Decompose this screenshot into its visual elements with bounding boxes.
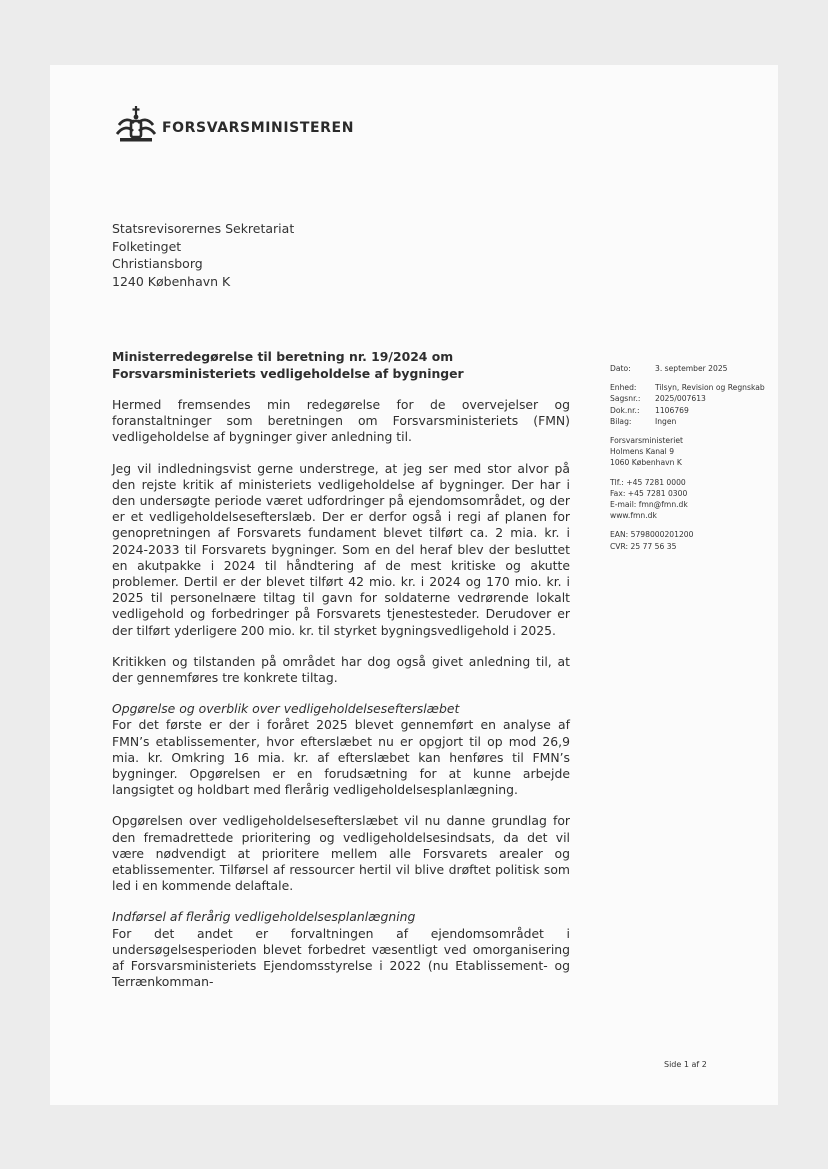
ministry-wordmark: FORSVARSMINISTEREN xyxy=(162,120,355,136)
meta-unit: Enhed: Tilsyn, Revision og Regnskab xyxy=(610,383,765,393)
section-heading: Opgørelse og overblik over vedligeholdelsesefterslæbet xyxy=(112,701,460,717)
meta-case-number: Sagsnr.: 2025/007613 xyxy=(610,394,706,404)
crown-crest-icon xyxy=(114,105,158,143)
recipient-line: 1240 København K xyxy=(112,273,231,289)
recipient-line: Christiansborg xyxy=(112,256,203,271)
sender-ean: EAN: 5798000201200 xyxy=(610,530,694,540)
section-heading: Indførsel af flerårig vedligeholdelsesplanlægning xyxy=(112,909,416,925)
paragraph: Jeg vil indledningsvist gerne understrege, at jeg ser med stor alvor på den rejste kritik af ministeriets vedligeholdelse af bygninger. Der har i den undersøgte periode været udfordringer på ejendomsområdet, og der er et vedligeholdelsesefterslæb. Der er derfor også i regi af planen for genopretningen af Forsvarets fundament blevet tilført ca. 2 mia. kr. i 2024-2033 til Forsvarets bygninger. Som en del heraf blev der besluttet en akutpakke i 2024 til håndtering af de mest kritiske og akutte problemer. Dertil er der blevet tilført 42 mio. kr. i 2024 og 170 mio. kr. i 2025 til personelnære tiltag til gavn for soldaterne vedrørende lokalt vedligehold og forbedringer på Forsvarets tjenestesteder. Derudover er der tilført yderligere 200 mio. kr. til styrket bygningsvedligehold i 2025. xyxy=(112,460,570,638)
sender-email: E-mail: fmn@fmn.dk xyxy=(610,500,688,510)
meta-doc-number: Dok.nr.: 1106769 xyxy=(610,405,689,415)
paragraph: For det andet er forvaltningen af ejendomsområdet i undersøgelsesperioden blevet forbedret væsentligt ved omorganisering af Forsvarsministeriets Ejendomsstyrelse i 2022 (nu Etablissement- og Terrænkomman- xyxy=(112,925,570,990)
recipient-line: Statsrevisorernes Sekretariat xyxy=(112,221,295,236)
letter-body xyxy=(112,349,570,991)
paragraph: For det første er der i foråret 2025 blevet gennemført en analyse af FMN’s etablissementer, hvor efterslæbet nu er opgjort til op mod 26,9 mia. kr. Omkring 16 mia. kr. af efterslæbet kan henføres til FMN’s bygninger. Opgørelsen er en forudsætning for at kunne arbejde langsigtet og holdbart med flerårig vedligeholdelsesplanlægning. xyxy=(112,717,570,798)
sender-fax: Fax: +45 7281 0300 xyxy=(610,488,688,498)
recipient-line: Folketinget xyxy=(112,238,182,254)
paragraph: Kritikken og tilstanden på området har dog også givet anledning til, at der gennemføres tre konkrete tiltag. xyxy=(112,653,570,686)
sender-name: Forsvarsministeriet xyxy=(610,436,683,446)
sender-street: Holmens Kanal 9 xyxy=(610,447,675,457)
paragraph: Hermed fremsendes min redegørelse for de overvejelser og foranstaltninger som beretningen om Forsvarsministeriets (FMN) vedligeholdelse af bygninger giver anledning til. xyxy=(112,397,570,445)
paragraph: Opgørelsen over vedligeholdelsesefterslæbet vil nu danne grundlag for den fremadrettede prioritering og vedligeholdelsesindsats, da det vil være nødvendigt at prioritere mellem alle Forsvarets arealer og etablissementer. Tilførsel af ressourcer hertil vil blive drøftet politisk som led i en kommende delaftale. xyxy=(112,813,570,894)
metadata-column xyxy=(610,363,770,552)
meta-date: Dato: 3. september 2025 xyxy=(610,364,728,373)
letter-title: Ministerredegørelse til beretning nr. 19/2024 om Forsvarsministeriets vedligeholdelse af bygninger xyxy=(112,349,464,381)
sender-phone: Tlf.: +45 7281 0000 xyxy=(610,477,686,487)
sender-city: 1060 København K xyxy=(610,458,682,468)
letter-page xyxy=(50,65,778,1105)
recipient-address xyxy=(112,220,294,290)
meta-attachments: Bilag: Ingen xyxy=(610,416,677,426)
page-number: Side 1 af 2 xyxy=(664,1060,707,1069)
sender-web: www.fmn.dk xyxy=(610,511,657,521)
sender-cvr: CVR: 25 77 56 35 xyxy=(610,541,677,551)
